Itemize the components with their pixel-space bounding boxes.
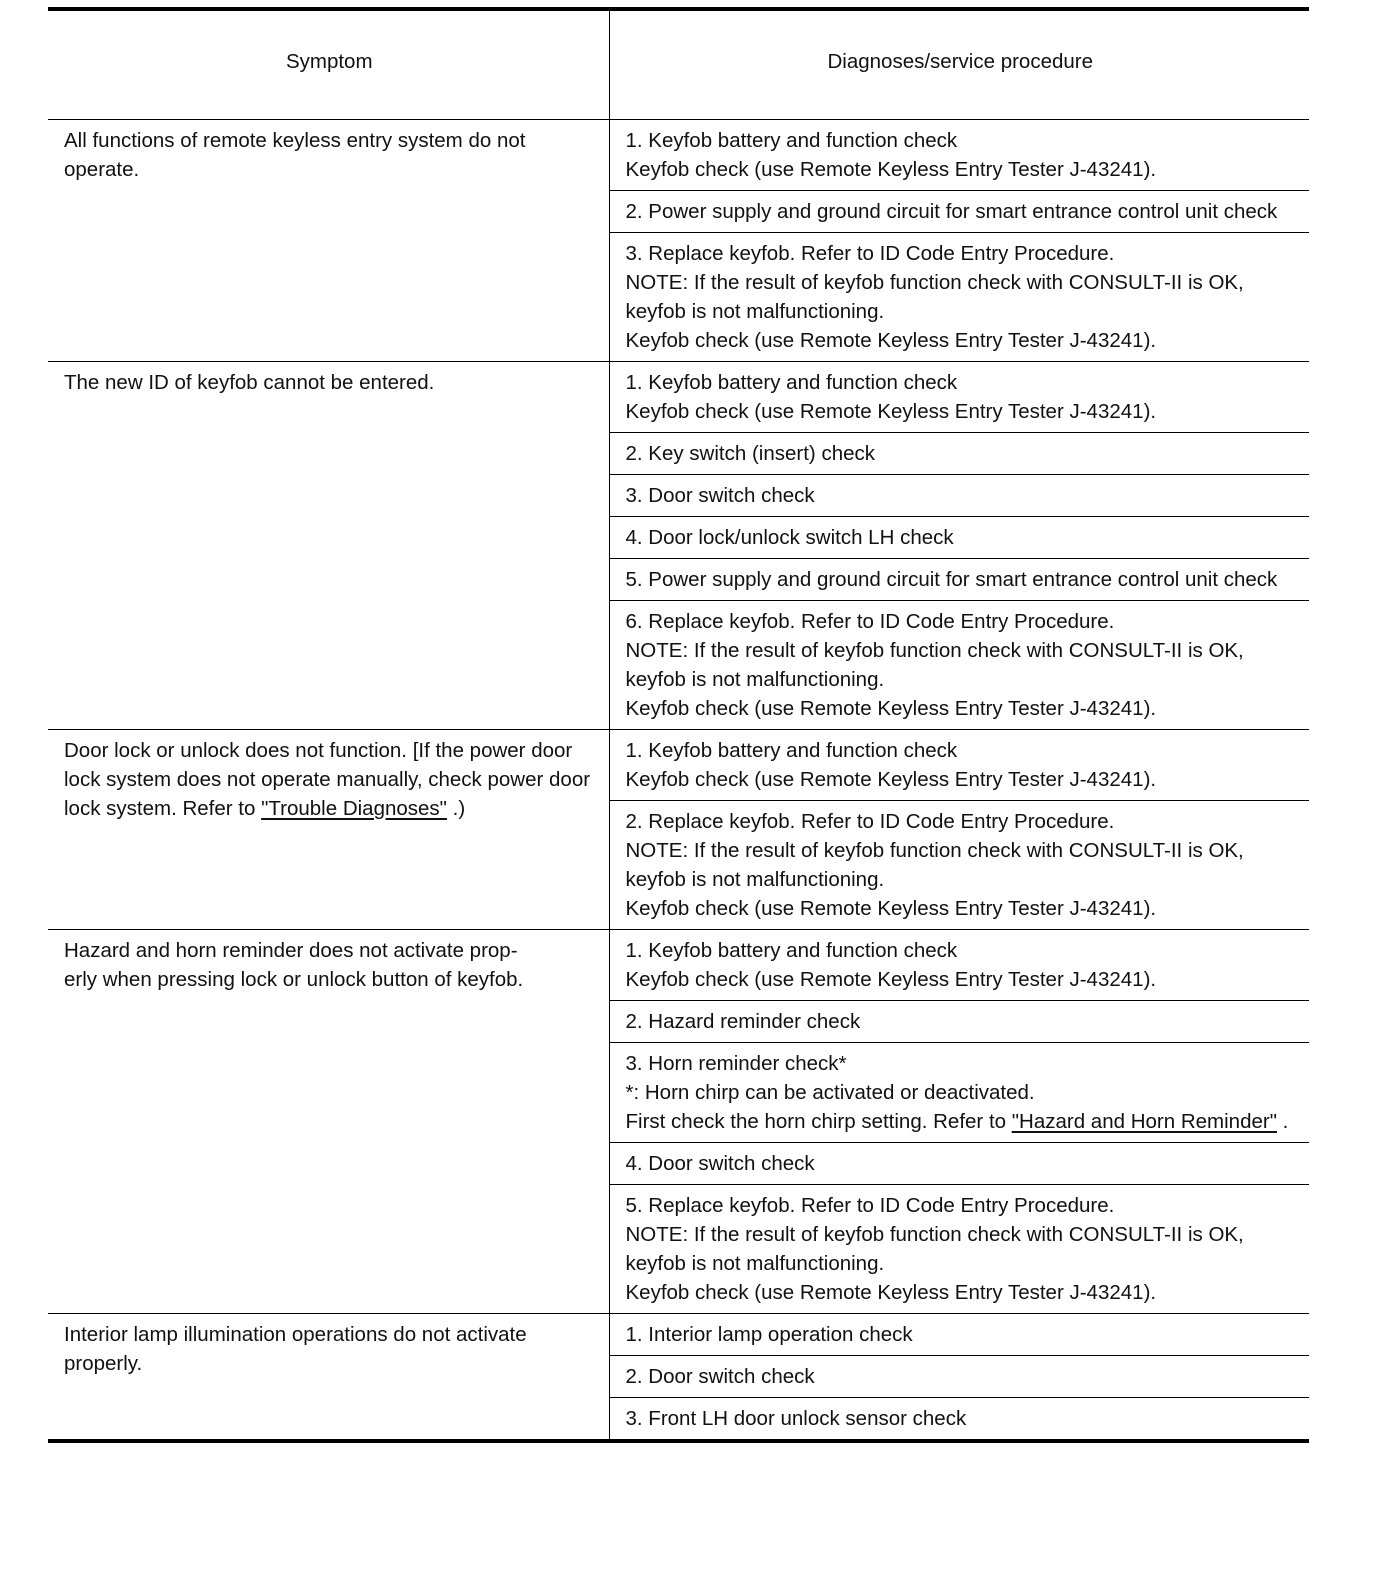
procedure-line: 5. Power supply and ground circuit for smart entrance control unit check <box>625 568 1278 591</box>
procedure-step-cell <box>609 559 1309 601</box>
symptom-text: Interior lamp illumination operations do not activate properly. <box>64 1323 527 1375</box>
table-header <box>48 9 1309 120</box>
symptom-reference-link[interactable]: "Trouble Diagnoses" <box>261 797 447 820</box>
procedure-line: 4. Door switch check <box>625 1152 815 1175</box>
symptom-text: The new ID of keyfob cannot be entered. <box>64 371 435 394</box>
procedure-step-cell <box>609 1356 1309 1398</box>
procedure-step-cell <box>609 801 1309 930</box>
procedure-line: 2. Key switch (insert) check <box>625 442 875 465</box>
procedure-line: Keyfob check (use Remote Keyless Entry Tester J-43241). <box>625 1281 1157 1304</box>
procedure-step-cell <box>609 930 1309 1001</box>
procedure-step-cell <box>609 730 1309 801</box>
procedure-line: Keyfob check (use Remote Keyless Entry Tester J-43241). <box>625 329 1157 352</box>
procedure-step-cell <box>609 1001 1309 1043</box>
table-body <box>48 120 1309 1442</box>
procedure-step-cell <box>609 475 1309 517</box>
procedure-line: 3. Replace keyfob. Refer to ID Code Entry Procedure. <box>625 242 1115 265</box>
symptom-text: Hazard and horn reminder does not activate prop- <box>64 939 518 962</box>
procedure-line: 2. Power supply and ground circuit for smart entrance control unit check <box>625 200 1278 223</box>
procedure-line: 1. Keyfob battery and function check <box>625 739 958 762</box>
procedure-line: 2. Hazard reminder check <box>625 1010 861 1033</box>
procedure-text: First check the horn chirp setting. Refer to <box>625 1110 1012 1133</box>
procedure-line: Keyfob check (use Remote Keyless Entry Tester J-43241). <box>625 158 1157 181</box>
procedure-line: Keyfob check (use Remote Keyless Entry Tester J-43241). <box>625 697 1157 720</box>
procedure-step-cell <box>609 1398 1309 1442</box>
table-row <box>48 730 1309 801</box>
symptom-cell <box>48 120 609 362</box>
procedure-step-cell <box>609 433 1309 475</box>
procedure-text: . <box>1276 1110 1289 1133</box>
table-row <box>48 1314 1309 1356</box>
procedure-line: NOTE: If the result of keyfob function check with CONSULT-II is OK, keyfob is not malfunctioning. <box>625 839 1244 891</box>
procedure-line: 2. Door switch check <box>625 1365 815 1388</box>
procedure-line: 2. Replace keyfob. Refer to ID Code Entry Procedure. <box>625 810 1115 833</box>
procedure-step-cell <box>609 517 1309 559</box>
procedure-line: NOTE: If the result of keyfob function check with CONSULT-II is OK, keyfob is not malfunctioning. <box>625 639 1244 691</box>
procedure-line: 1. Keyfob battery and function check <box>625 939 958 962</box>
procedure-step-cell <box>609 120 1309 191</box>
procedure-step-cell <box>609 233 1309 362</box>
header-row <box>48 9 1309 120</box>
procedure-step-cell <box>609 601 1309 730</box>
procedure-line: 1. Keyfob battery and function check <box>625 371 958 394</box>
symptom-text: .) <box>446 797 466 820</box>
procedure-line: NOTE: If the result of keyfob function check with CONSULT-II is OK, keyfob is not malfunctioning. <box>625 271 1244 323</box>
symptom-cell <box>48 730 609 930</box>
procedure-line: Keyfob check (use Remote Keyless Entry Tester J-43241). <box>625 897 1157 920</box>
procedure-line <box>626 1107 1296 1136</box>
procedure-line: *: Horn chirp can be activated or deactivated. <box>625 1081 1035 1104</box>
procedure-line: NOTE: If the result of keyfob function check with CONSULT-II is OK, keyfob is not malfunctioning. <box>625 1223 1244 1275</box>
procedure-reference-link[interactable]: "Hazard and Horn Reminder" <box>1011 1110 1277 1133</box>
symptom-cell <box>48 362 609 730</box>
symptom-column-header: Symptom <box>48 9 609 120</box>
procedure-step-cell <box>609 362 1309 433</box>
procedure-column-header: Diagnoses/service procedure <box>609 9 1309 120</box>
procedure-line: 3. Door switch check <box>625 484 815 507</box>
diagnosis-table <box>48 7 1309 1443</box>
procedure-line: 3. Horn reminder check* <box>625 1052 847 1075</box>
procedure-line: Keyfob check (use Remote Keyless Entry Tester J-43241). <box>625 968 1157 991</box>
procedure-line: Keyfob check (use Remote Keyless Entry Tester J-43241). <box>625 400 1157 423</box>
procedure-step-cell <box>609 1043 1309 1143</box>
table-row <box>48 120 1309 191</box>
procedure-step-cell <box>609 1314 1309 1356</box>
procedure-line: 5. Replace keyfob. Refer to ID Code Entry Procedure. <box>625 1194 1115 1217</box>
procedure-step-cell <box>609 191 1309 233</box>
procedure-line: 4. Door lock/unlock switch LH check <box>625 526 954 549</box>
procedure-line: 1. Interior lamp operation check <box>625 1323 913 1346</box>
procedure-line: 6. Replace keyfob. Refer to ID Code Entry Procedure. <box>625 610 1115 633</box>
symptom-text: All functions of remote keyless entry system do not operate. <box>64 129 526 181</box>
procedure-step-cell <box>609 1143 1309 1185</box>
procedure-step-cell <box>609 1185 1309 1314</box>
procedure-line: 1. Keyfob battery and function check <box>625 129 958 152</box>
symptom-cell <box>48 1314 609 1442</box>
symptom-text: Door lock or unlock does not function. [If the power door lock system does not operate manually, check power door lock system. Refer to <box>64 739 591 820</box>
table-row <box>48 362 1309 433</box>
procedure-line: 3. Front LH door unlock sensor check <box>625 1407 967 1430</box>
symptom-cell <box>48 930 609 1314</box>
procedure-line: Keyfob check (use Remote Keyless Entry Tester J-43241). <box>625 768 1157 791</box>
table-row <box>48 930 1309 1001</box>
symptom-text: erly when pressing lock or unlock button of keyfob. <box>64 968 524 991</box>
